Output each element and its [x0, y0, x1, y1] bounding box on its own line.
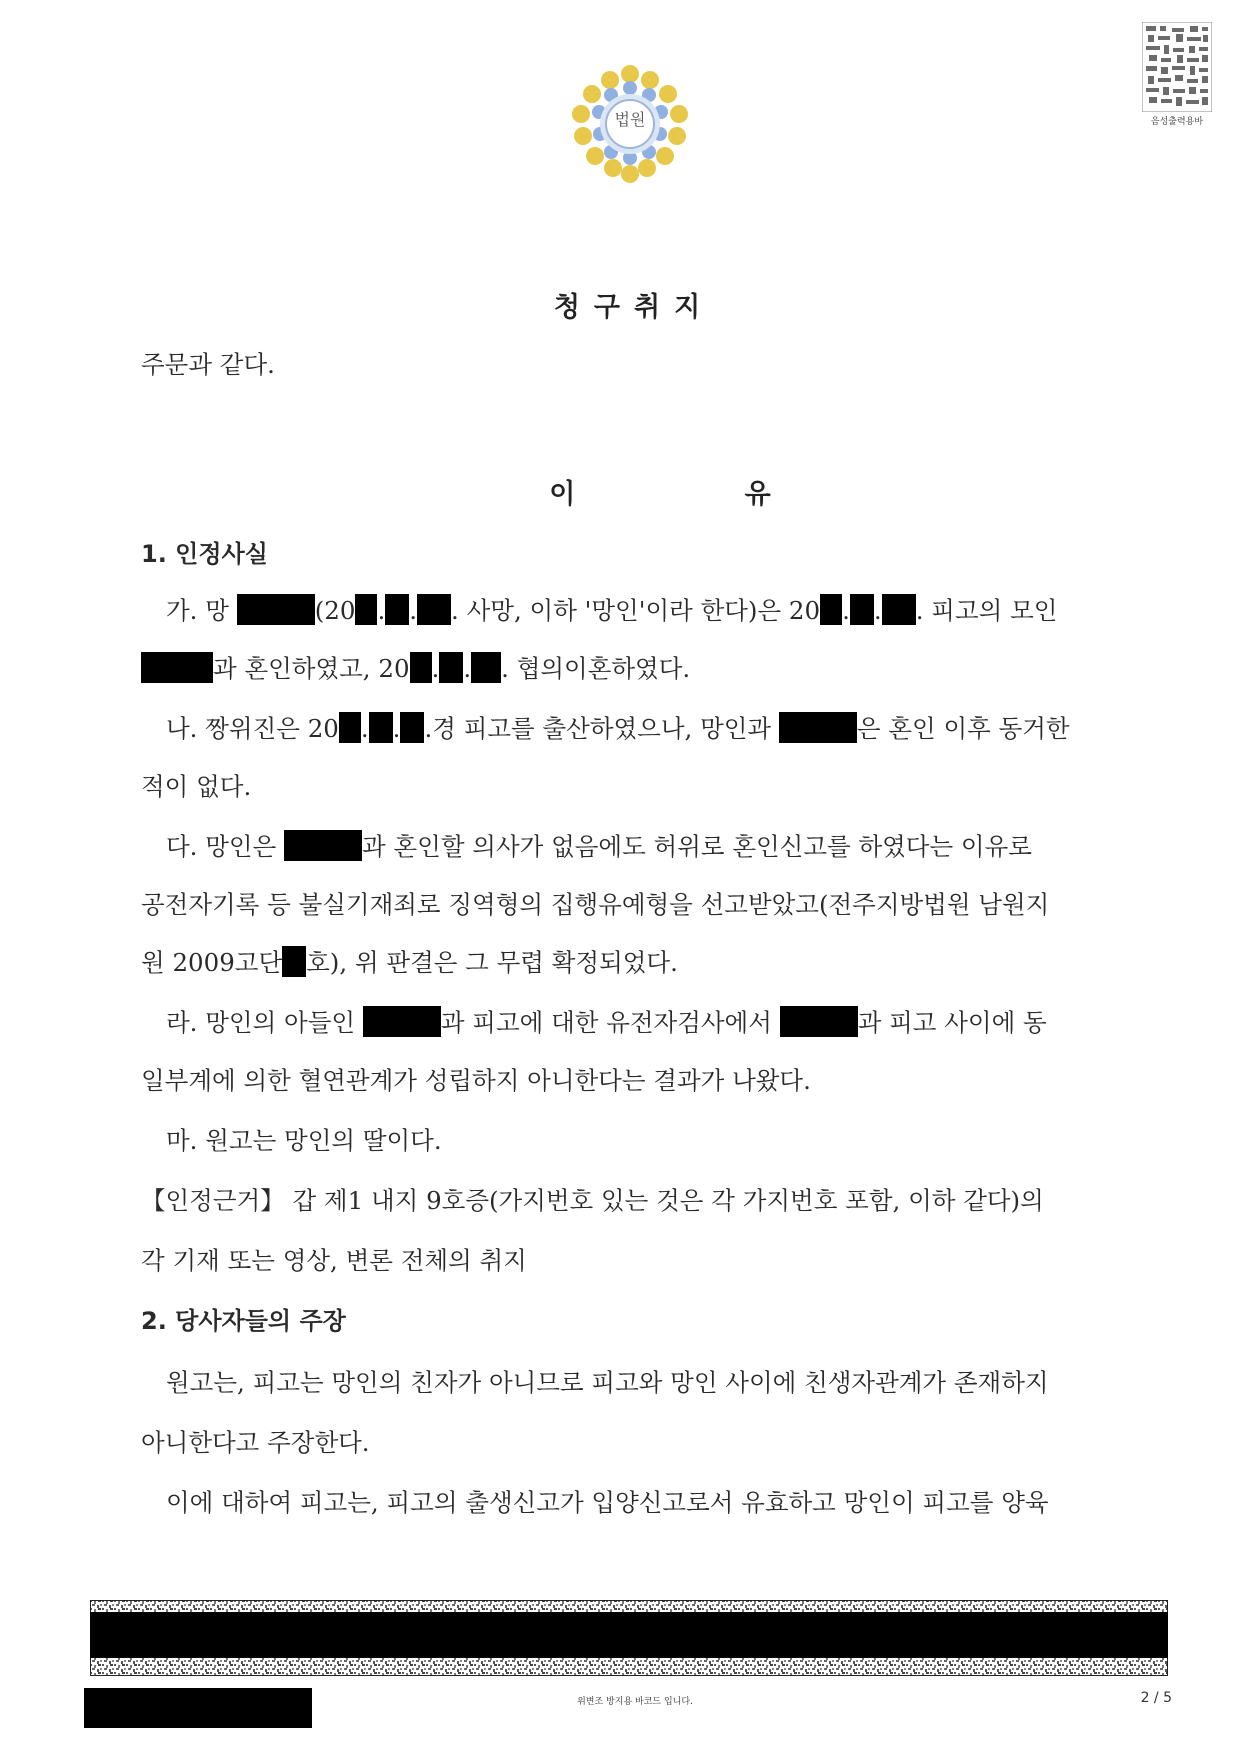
text-segment: (20 [314, 596, 356, 625]
text-segment: 은 혼인 이후 동거한 [856, 714, 1070, 743]
text-segment: 가. 망 [166, 596, 229, 625]
redaction-block [882, 594, 916, 625]
redaction-block [355, 594, 377, 625]
section-2-line-2: 아니한다고 주장한다. [141, 1428, 370, 1457]
text-segment: 나. 짱위진은 20 [166, 714, 339, 743]
page-number: 2 / 5 [1140, 1690, 1172, 1706]
redaction-block [780, 1006, 858, 1037]
basis-line-1: 【인정근거】 갑 제1 내지 9호증(가지번호 있는 것은 각 가지번호 포함, 이하 같다)의 [141, 1186, 1044, 1215]
text-segment: 과 피고 사이에 동 [857, 1008, 1047, 1037]
paragraph-da-line-2: 공전자기록 등 불실기재죄로 징역형의 집행유예형을 선고받았고(전주지방법원 남원지 [141, 890, 1050, 919]
document-code-icon [1142, 22, 1212, 112]
text-segment: 다. 망인은 [166, 832, 277, 861]
redaction-block [400, 712, 424, 743]
claim-heading: 청구취지 [553, 292, 715, 323]
paragraph-ga-line-2: 과 혼인하였고, 20 . . . 협의이혼하였다. [141, 652, 1101, 686]
redaction-block [850, 594, 874, 625]
paragraph-na-line-1: 나. 짱위진은 20 . . .경 피고를 출산하였으나, 망인과 은 혼인 이후 동거한 [166, 714, 1070, 743]
paragraph-ma: 마. 원고는 망인의 딸이다. [166, 1126, 442, 1155]
emblem-label: 법원 [614, 110, 646, 129]
redaction-block [282, 946, 306, 977]
paragraph-da-line-3 [141, 946, 1101, 980]
reason-heading: 이 유 [549, 479, 851, 510]
redaction-block [363, 1006, 441, 1037]
text-segment: 원 2009고단 [141, 948, 283, 977]
redaction-block [237, 594, 315, 625]
text-segment: . 사망, 이하 '망인'이라 한다)은 20 [451, 596, 821, 625]
code-caption: 음성출력용바 [1150, 117, 1204, 127]
text-segment: 라. 망인의 아들인 [166, 1008, 356, 1037]
section-2-line-3: 이에 대하여 피고는, 피고의 출생신고가 입양신고로서 유효하고 망인이 피고를 양육 [166, 1488, 1049, 1517]
redaction-block [84, 1688, 312, 1728]
basis-line-2: 각 기재 또는 영상, 변론 전체의 취지 [141, 1246, 527, 1275]
paragraph-ra-line-1 [166, 1006, 1126, 1040]
section-2-line-1: 원고는, 피고는 망인의 친자가 아니므로 피고와 망인 사이에 친생자관계가 존재하지 [166, 1368, 1049, 1397]
redaction-block [385, 594, 409, 625]
text-segment: 호), 위 판결은 그 무렵 확정되었다. [306, 948, 678, 977]
redaction-block [820, 594, 842, 625]
claim-text: 주문과 같다. [141, 350, 275, 379]
text-segment: . 협의이혼하였다. [501, 654, 691, 683]
redaction-block [339, 712, 361, 743]
text-segment: 과 혼인하였고, 20 [213, 654, 410, 683]
paragraph-na-line-2: 적이 없다. [141, 772, 252, 801]
redaction-block [417, 594, 451, 625]
text-segment: 경 피고를 출산하였으나, 망인과 [432, 714, 772, 743]
redaction-block [779, 712, 857, 743]
text-segment: . 피고의 모인 [915, 596, 1058, 625]
paragraph-ra-line-2: 일부계에 의한 혈연관계가 성립하지 아니한다는 결과가 나왔다. [141, 1066, 811, 1095]
redaction-block [284, 830, 362, 861]
paragraph-da-line-1 [166, 830, 1126, 864]
redaction-block [410, 652, 432, 683]
text-segment: 과 혼인할 의사가 없음에도 허위로 혼인신고를 하였다는 이유로 [362, 832, 1032, 861]
section-2-title: 2. 당사자들의 주장 [141, 1307, 346, 1335]
court-emblem-icon [565, 62, 695, 187]
section-1-title: 1. 인정사실 [141, 540, 268, 568]
redaction-block [141, 652, 213, 683]
paragraph-ga-line-1: 가. 망 (20 . . . 사망, 이하 '망인'이라 한다)은 20 . . . 피고의 모인 [166, 596, 1058, 625]
barcode-note: 위변조 방지용 바코드 입니다. [577, 1697, 693, 1707]
text-segment: 과 피고에 대한 유전자검사에서 [440, 1008, 772, 1037]
redaction-block [471, 652, 501, 683]
redaction-block [439, 652, 463, 683]
redaction-block [369, 712, 393, 743]
redaction-block [90, 1612, 1168, 1658]
